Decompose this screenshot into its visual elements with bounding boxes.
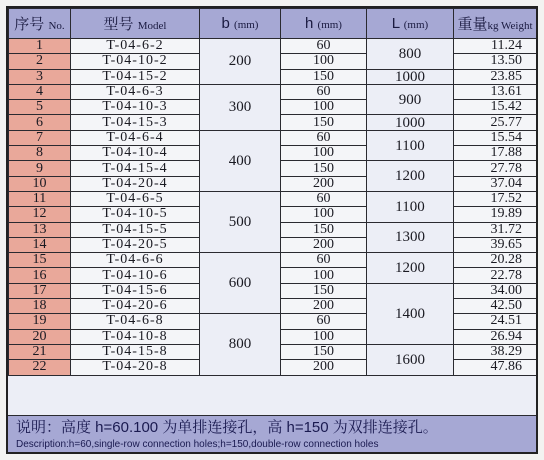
L-cell: 800	[367, 39, 454, 70]
h-cell: 60	[281, 130, 367, 145]
h-cell: 60	[281, 39, 367, 54]
table-row	[9, 253, 537, 268]
weight-cell	[454, 84, 537, 99]
model-cell: T-04-15-8	[71, 344, 200, 359]
weight-value: 11.24	[491, 38, 522, 54]
index-cell: 9	[9, 161, 71, 176]
index-cell: 8	[9, 146, 71, 161]
weight-value: 25.77	[490, 114, 522, 130]
b-cell: 500	[200, 191, 281, 252]
h-cell: 150	[281, 115, 367, 130]
weight-cell	[454, 237, 537, 252]
weight-value: 37.04	[490, 176, 522, 191]
index-cell: 1	[9, 39, 71, 54]
weight-cell	[454, 344, 537, 359]
index-cell: 21	[9, 344, 71, 359]
spec-sheet	[6, 6, 538, 454]
h-cell: 100	[281, 268, 367, 283]
weight-cell	[454, 161, 537, 176]
h-cell: 200	[281, 237, 367, 252]
L-cell: 1100	[367, 191, 454, 222]
index-cell: 12	[9, 207, 71, 222]
weight-cell	[454, 222, 537, 237]
weight-value: 17.88	[490, 145, 522, 161]
weight-value: 27.78	[490, 160, 522, 176]
weight-value: 15.54	[490, 130, 522, 145]
model-cell: T-04-10-5	[71, 207, 200, 222]
note-english: Description:h=60,single-row connection holes;h=150,double-row connection holes	[16, 439, 379, 450]
model-cell: T-04-15-5	[71, 222, 200, 237]
weight-value: 17.52	[490, 191, 522, 207]
index-cell: 7	[9, 130, 71, 145]
model-cell: T-04-6-6	[71, 253, 200, 268]
spec-table	[8, 8, 537, 376]
b-cell: 200	[200, 39, 281, 85]
L-cell: 1200	[367, 161, 454, 192]
h-cell: 100	[281, 207, 367, 222]
weight-value: 24.51	[490, 313, 522, 329]
index-cell: 10	[9, 176, 71, 191]
h-cell: 100	[281, 54, 367, 69]
index-cell: 14	[9, 237, 71, 252]
weight-cell	[454, 253, 537, 268]
model-cell: T-04-20-8	[71, 360, 200, 375]
weight-value: 15.42	[490, 99, 522, 115]
weight-cell	[454, 39, 537, 54]
weight-cell	[454, 69, 537, 84]
model-cell: T-04-6-2	[71, 39, 200, 54]
weight-cell	[454, 268, 537, 283]
weight-value: 13.61	[490, 84, 522, 100]
weight-cell	[454, 191, 537, 206]
header-row	[9, 9, 537, 39]
L-cell: 1300	[367, 222, 454, 253]
weight-cell	[454, 207, 537, 222]
index-cell: 22	[9, 360, 71, 375]
index-cell: 16	[9, 268, 71, 283]
L-cell: 1000	[367, 115, 454, 130]
model-cell: T-04-10-8	[71, 329, 200, 344]
table-row	[9, 191, 537, 206]
table-row	[9, 84, 537, 99]
h-cell: 100	[281, 146, 367, 161]
b-cell: 400	[200, 130, 281, 191]
weight-value: 26.94	[490, 329, 522, 344]
L-cell: 1000	[367, 69, 454, 84]
h-cell: 150	[281, 344, 367, 359]
index-cell: 20	[9, 329, 71, 344]
L-cell: 1100	[367, 130, 454, 161]
L-cell: 1600	[367, 344, 454, 375]
model-cell: T-04-15-2	[71, 69, 200, 84]
index-cell: 4	[9, 84, 71, 99]
model-cell: T-04-10-3	[71, 100, 200, 115]
weight-cell	[454, 130, 537, 145]
index-cell: 19	[9, 314, 71, 329]
table-body	[9, 39, 537, 376]
h-cell: 60	[281, 253, 367, 268]
weight-cell	[454, 299, 537, 314]
h-cell: 60	[281, 84, 367, 99]
model-cell: T-04-15-6	[71, 283, 200, 298]
model-cell: T-04-6-4	[71, 130, 200, 145]
h-cell: 200	[281, 299, 367, 314]
weight-value: 19.89	[490, 206, 522, 222]
model-cell: T-04-20-5	[71, 237, 200, 252]
h-cell: 150	[281, 69, 367, 84]
model-cell: T-04-6-5	[71, 191, 200, 206]
h-cell: 100	[281, 329, 367, 344]
weight-value: 13.50	[490, 53, 522, 69]
weight-value: 22.78	[490, 267, 522, 283]
index-cell: 3	[9, 69, 71, 84]
L-cell: 1200	[367, 253, 454, 284]
h-cell: 200	[281, 176, 367, 191]
h-cell: 150	[281, 222, 367, 237]
index-cell: 17	[9, 283, 71, 298]
weight-value: 39.65	[490, 237, 522, 252]
weight-value: 23.85	[490, 69, 522, 84]
model-cell: T-04-15-4	[71, 161, 200, 176]
weight-cell	[454, 146, 537, 161]
weight-cell	[454, 54, 537, 69]
header-b: b (mm)	[200, 9, 281, 39]
weight-cell	[454, 329, 537, 344]
weight-cell	[454, 283, 537, 298]
model-cell: T-04-10-4	[71, 146, 200, 161]
weight-value: 42.50	[490, 298, 522, 314]
index-cell: 5	[9, 100, 71, 115]
weight-cell	[454, 360, 537, 375]
header-weight: 重量kg Weight	[454, 9, 537, 39]
h-cell: 200	[281, 360, 367, 375]
index-cell: 18	[9, 299, 71, 314]
h-cell: 150	[281, 161, 367, 176]
table-row	[9, 130, 537, 145]
index-cell: 11	[9, 191, 71, 206]
weight-cell	[454, 100, 537, 115]
L-cell: 900	[367, 84, 454, 115]
model-cell: T-04-20-6	[71, 299, 200, 314]
index-cell: 13	[9, 222, 71, 237]
table-row	[9, 314, 537, 329]
index-cell: 2	[9, 54, 71, 69]
weight-value: 20.28	[490, 252, 522, 268]
model-cell: T-04-6-8	[71, 314, 200, 329]
model-cell: T-04-6-3	[71, 84, 200, 99]
table-row	[9, 39, 537, 54]
index-cell: 6	[9, 115, 71, 130]
header-L: L (mm)	[367, 9, 454, 39]
header-h: h (mm)	[281, 9, 367, 39]
note-chinese: 说明：高度 h=60.100 为单排连接孔，高 h=150 为双排连接孔。	[16, 419, 438, 436]
b-cell: 600	[200, 253, 281, 314]
h-cell: 150	[281, 283, 367, 298]
header-index: 序号 No.	[9, 9, 71, 39]
weight-value: 31.72	[490, 222, 522, 237]
b-cell: 800	[200, 314, 281, 375]
model-cell: T-04-15-3	[71, 115, 200, 130]
weight-value: 34.00	[490, 283, 522, 298]
index-cell: 15	[9, 253, 71, 268]
header-model: 型号 Model	[71, 9, 200, 39]
h-cell: 60	[281, 191, 367, 206]
weight-cell	[454, 176, 537, 191]
weight-value: 38.29	[490, 344, 522, 360]
b-cell: 300	[200, 84, 281, 130]
weight-cell	[454, 115, 537, 130]
weight-cell	[454, 314, 537, 329]
model-cell: T-04-10-2	[71, 54, 200, 69]
L-cell: 1400	[367, 283, 454, 344]
weight-value: 47.86	[490, 359, 522, 375]
h-cell: 100	[281, 100, 367, 115]
model-cell: T-04-10-6	[71, 268, 200, 283]
description-note	[8, 415, 536, 454]
h-cell: 60	[281, 314, 367, 329]
model-cell: T-04-20-4	[71, 176, 200, 191]
